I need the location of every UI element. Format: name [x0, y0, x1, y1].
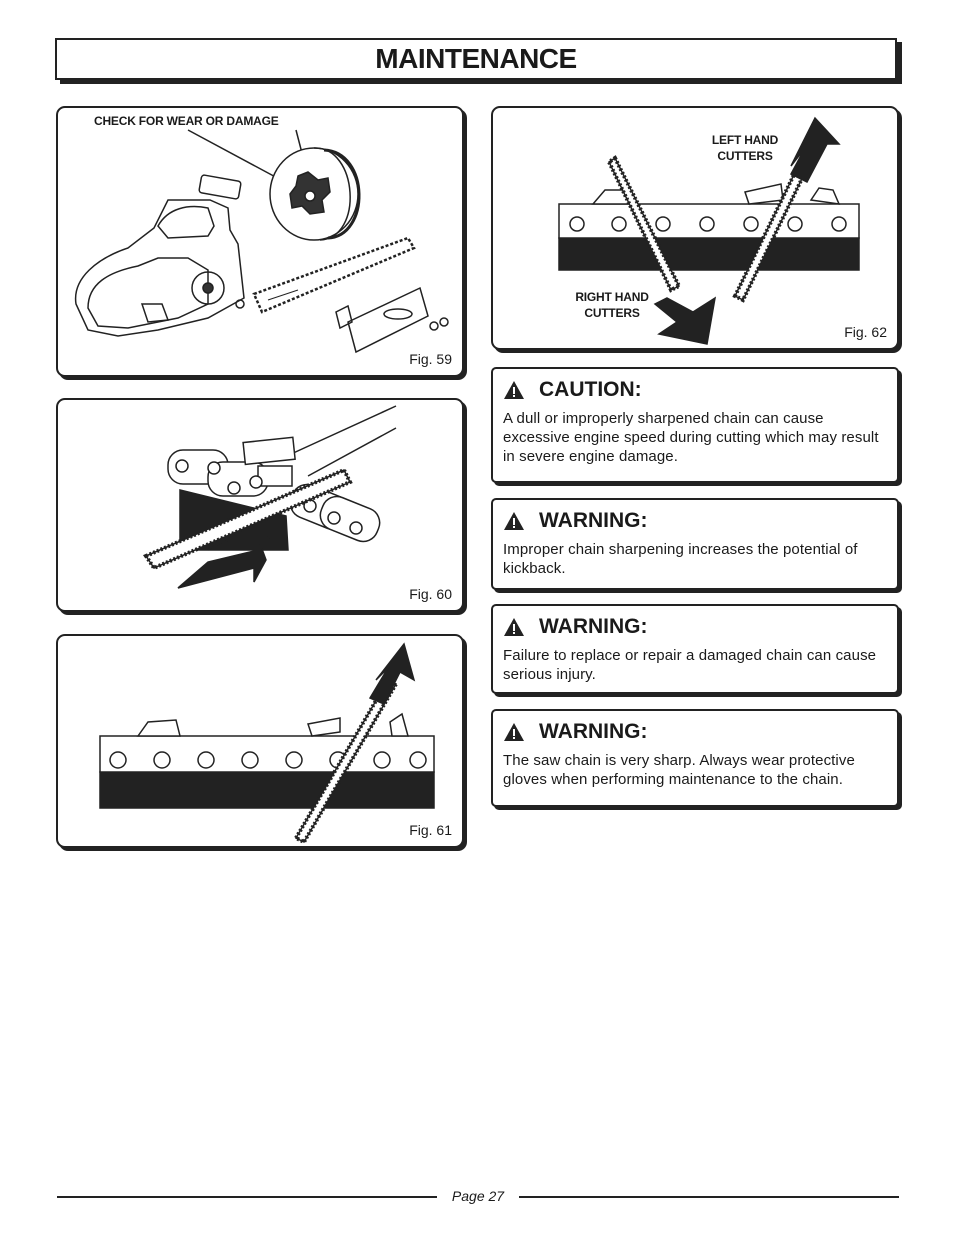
figure-59: [56, 106, 464, 377]
figure-62-left-callout: [705, 132, 785, 164]
figure-62-right-callout: [567, 289, 657, 321]
chainsaw-illustration: [58, 108, 462, 375]
figure-61: [56, 634, 464, 848]
warning-box-sharpening: [491, 498, 899, 590]
footer-rule-right: [519, 1196, 899, 1198]
warning-triangle-icon: [503, 380, 525, 400]
page-number: Page 27: [451, 1188, 505, 1204]
figure-62-label: Fig. 62: [844, 324, 887, 340]
cutter-angle-illustration: [58, 636, 462, 846]
warning-box-damaged-chain: [491, 604, 899, 694]
left-callout-line1: LEFT HAND: [711, 133, 779, 147]
warning-box-sharp-chain: [491, 709, 899, 807]
caution-box: [491, 367, 899, 483]
file-sharpening-illustration: [58, 400, 462, 610]
warning-triangle-icon: [503, 511, 525, 531]
figure-59-label: Fig. 59: [409, 351, 452, 367]
left-right-cutters-illustration: [493, 108, 897, 348]
caution-text: A dull or improperly sharpened chain can cause excessive engine speed during cutting which may result in severe engine damage.: [503, 410, 879, 465]
page-title: MAINTENANCE: [375, 43, 577, 74]
right-callout-line1: RIGHT HAND: [575, 290, 649, 304]
figure-60: [56, 398, 464, 612]
figure-62: [491, 106, 899, 350]
figure-59-callout: CHECK FOR WEAR OR DAMAGE: [94, 114, 279, 128]
warning-heading: WARNING:: [539, 615, 648, 638]
figure-60-label: Fig. 60: [409, 586, 452, 602]
left-callout-line2: CUTTERS: [717, 149, 773, 163]
page-title-box: [55, 38, 897, 80]
caution-heading: CAUTION:: [539, 378, 642, 401]
warning-text: Improper chain sharpening increases the potential of kickback.: [503, 541, 858, 577]
warning-triangle-icon: [503, 722, 525, 742]
figure-61-label: Fig. 61: [409, 822, 452, 838]
warning-text: The saw chain is very sharp. Always wear protective gloves when performing maintenance to the chain.: [503, 752, 855, 788]
right-callout-line2: CUTTERS: [584, 306, 640, 320]
warning-triangle-icon: [503, 617, 525, 637]
footer-rule-left: [57, 1196, 437, 1198]
warning-text: Failure to replace or repair a damaged chain can cause serious injury.: [503, 647, 877, 683]
warning-heading: WARNING:: [539, 720, 648, 743]
warning-heading: WARNING:: [539, 509, 648, 532]
